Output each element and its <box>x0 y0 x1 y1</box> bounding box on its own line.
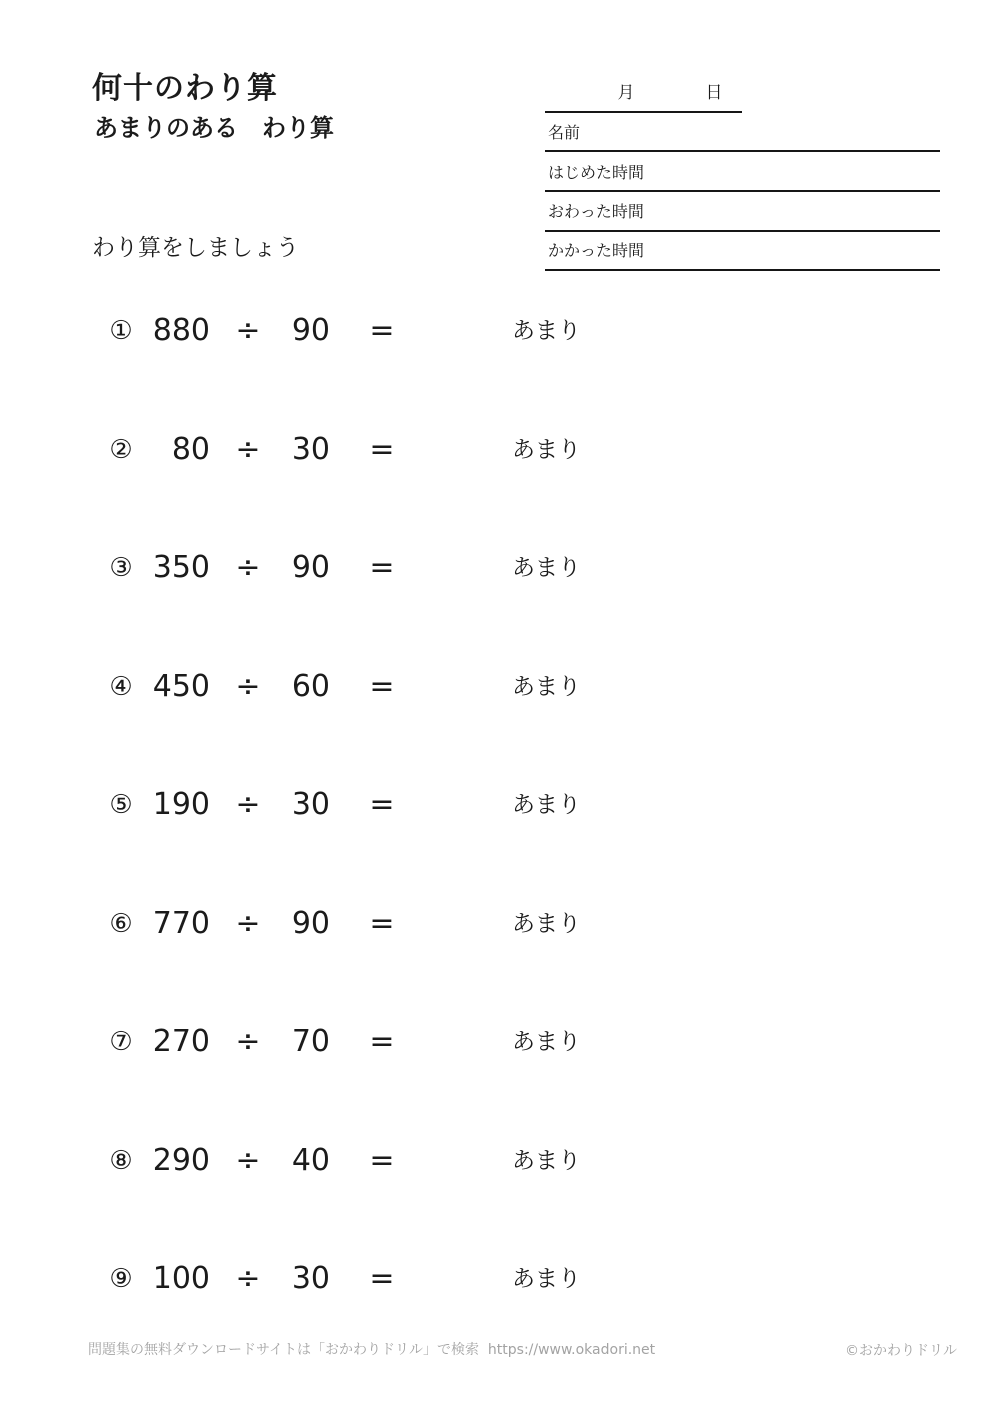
problem-row <box>100 785 720 825</box>
problem-number: ④ <box>109 672 133 702</box>
division-sign: ÷ <box>235 1024 261 1059</box>
remainder-label: あまり <box>512 1029 581 1055</box>
remainder-label: あまり <box>512 318 581 344</box>
equals-sign: = <box>369 1143 395 1178</box>
problem-row <box>100 667 720 707</box>
name-write-line <box>545 150 940 152</box>
problem-number: ⑨ <box>109 1264 133 1294</box>
day-label: 日 <box>705 83 723 103</box>
problem-row <box>100 1259 720 1299</box>
equals-sign: = <box>369 787 395 822</box>
equals-sign: = <box>369 313 395 348</box>
end-time-field-label: おわった時間 <box>548 202 644 221</box>
month-day-write-line <box>545 111 742 113</box>
start-time-write-line <box>545 190 940 192</box>
problem-number: ② <box>109 435 133 465</box>
name-field-label: 名前 <box>548 123 581 142</box>
answer-write-space <box>402 1141 502 1181</box>
problem-row <box>100 430 720 470</box>
answer-write-space <box>402 311 502 351</box>
remainder-label: あまり <box>512 911 581 937</box>
elapsed-time-write-line <box>545 269 940 271</box>
problem-number: ⑤ <box>109 790 133 820</box>
division-sign: ÷ <box>235 550 261 585</box>
equals-sign: = <box>369 1024 395 1059</box>
divisor-value: 40 <box>291 1143 330 1178</box>
divisor-value: 90 <box>291 313 330 348</box>
division-sign: ÷ <box>235 787 261 822</box>
divisor-value: 90 <box>291 906 330 941</box>
division-sign: ÷ <box>235 906 261 941</box>
answer-write-space <box>402 785 502 825</box>
problem-number: ⑥ <box>109 909 133 939</box>
end-time-write-line <box>545 230 940 232</box>
answer-write-space <box>402 904 502 944</box>
month-label: 月 <box>617 83 635 103</box>
dividend-value: 290 <box>152 1143 210 1178</box>
answer-write-space <box>402 1022 502 1062</box>
answer-write-space <box>402 667 502 707</box>
remainder-label: あまり <box>512 1148 581 1174</box>
elapsed-time-field-label: かかった時間 <box>548 241 645 260</box>
remainder-label: あまり <box>512 1266 581 1292</box>
divisor-value: 60 <box>291 669 330 704</box>
equals-sign: = <box>369 1261 395 1296</box>
problem-number: ① <box>109 316 133 346</box>
answer-write-space <box>402 548 502 588</box>
answer-write-space <box>402 430 502 470</box>
division-sign: ÷ <box>235 432 261 467</box>
division-sign: ÷ <box>235 669 261 704</box>
problem-row <box>100 1141 720 1181</box>
division-sign: ÷ <box>235 1261 261 1296</box>
remainder-label: あまり <box>512 437 581 463</box>
equals-sign: = <box>369 906 395 941</box>
dividend-value: 100 <box>152 1261 210 1296</box>
page-subtitle: あまりのある わり算 <box>94 114 334 142</box>
remainder-label: あまり <box>512 555 581 581</box>
division-sign: ÷ <box>235 1143 261 1178</box>
dividend-value: 190 <box>152 787 210 822</box>
start-time-field-label: はじめた時間 <box>548 163 645 182</box>
remainder-label: あまり <box>512 674 581 700</box>
problem-row <box>100 311 720 351</box>
problem-row <box>100 548 720 588</box>
problem-number: ③ <box>109 553 133 583</box>
dividend-value: 450 <box>152 669 210 704</box>
problem-row <box>100 1022 720 1062</box>
dividend-value: 270 <box>152 1024 210 1059</box>
divisor-value: 30 <box>291 1261 330 1296</box>
problem-number: ⑦ <box>109 1027 133 1057</box>
problem-row <box>100 904 720 944</box>
instruction-text: わり算をしましょう <box>92 235 299 261</box>
dividend-value: 350 <box>152 550 210 585</box>
equals-sign: = <box>369 550 395 585</box>
problem-number: ⑧ <box>109 1146 133 1176</box>
footer-site-note: 問題集の無料ダウンロードサイトは「おかわりドリル」で検索 https://www.okadori.net <box>88 1342 656 1358</box>
divisor-value: 70 <box>291 1024 330 1059</box>
divisor-value: 30 <box>291 432 330 467</box>
equals-sign: = <box>369 669 395 704</box>
dividend-value: 880 <box>152 313 210 348</box>
page-title: 何十のわり算 <box>92 71 278 106</box>
divisor-value: 90 <box>291 550 330 585</box>
remainder-label: あまり <box>512 792 581 818</box>
divisor-value: 30 <box>291 787 330 822</box>
dividend-value: 80 <box>171 432 210 467</box>
dividend-value: 770 <box>152 906 210 941</box>
answer-write-space <box>402 1259 502 1299</box>
division-sign: ÷ <box>235 313 261 348</box>
equals-sign: = <box>369 432 395 467</box>
footer-copyright: ©おかわりドリル <box>845 1343 957 1359</box>
